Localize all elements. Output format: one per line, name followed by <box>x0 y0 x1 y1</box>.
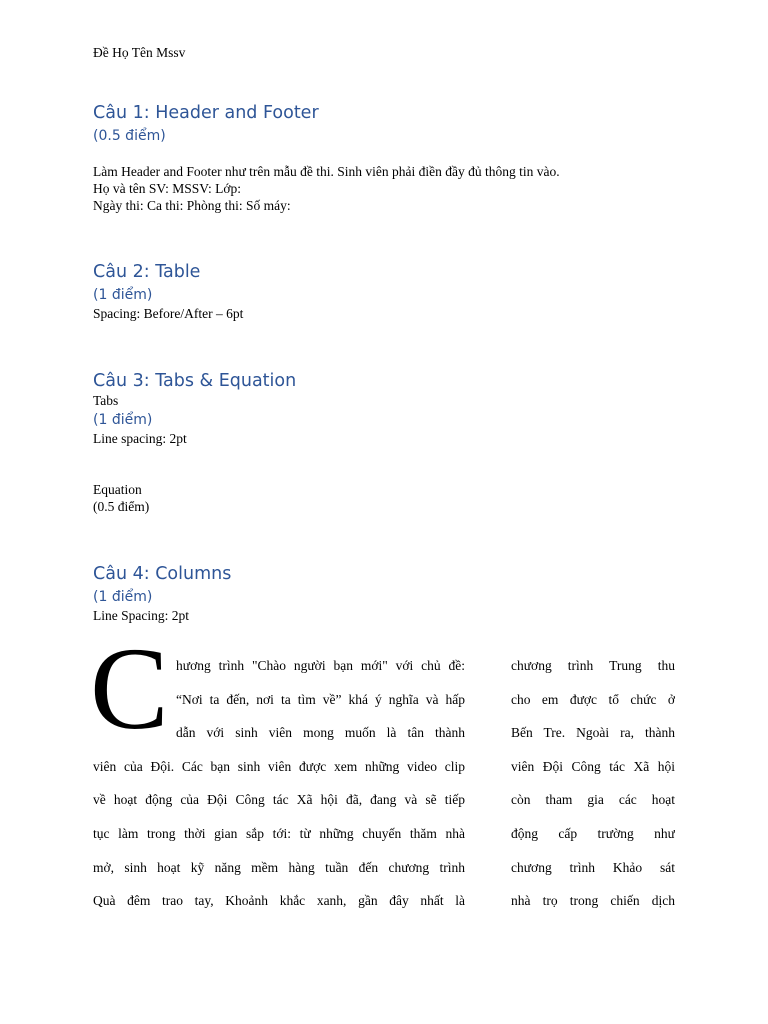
q4-heading: Câu 4: Columns <box>93 564 232 584</box>
column-2-line: viên Đội Công tác Xã hội <box>511 758 675 774</box>
column-2-line: chương trình Trung thu <box>511 658 675 673</box>
column-2-line: chương trình Khảo sát <box>511 859 675 875</box>
q2-points: (1 điểm) <box>93 287 153 303</box>
q3-heading: Câu 3: Tabs & Equation <box>93 371 297 391</box>
q1-heading: Câu 1: Header and Footer <box>93 103 319 123</box>
column-1-line: Quà đêm trao tay, Khoảnh khắc xanh, gần đây nhất là <box>93 893 465 909</box>
column-2-line: động cấp trường như <box>511 825 675 841</box>
column-1-line: dẫn với sinh viên mong muốn là tân thành <box>176 725 465 741</box>
column-1-line: hương trình "Chào người bạn mới" với chủ đề: <box>176 658 465 673</box>
q2-heading: Câu 2: Table <box>93 262 201 282</box>
q1-exam-info: Ngày thi: Ca thi: Phòng thi: Số máy: <box>93 198 291 213</box>
q4-line-spacing: Line Spacing: 2pt <box>93 608 189 623</box>
q1-points: (0.5 điểm) <box>93 128 166 144</box>
column-2 <box>511 657 675 926</box>
column-1-line: mở, sinh hoạt kỹ năng mềm hàng tuần đến chương trình <box>93 859 465 875</box>
q3-points: (1 điểm) <box>93 412 153 428</box>
q3-line-spacing: Line spacing: 2pt <box>93 431 187 446</box>
q2-spacing: Spacing: Before/After – 6pt <box>93 306 244 321</box>
q1-instruction: Làm Header and Footer như trên mẫu đề thi. Sinh viên phải điền đầy đủ thông tin vào. <box>93 164 560 179</box>
column-2-line: Bến Tre. Ngoài ra, thành <box>511 725 675 741</box>
column-1-line: “Nơi ta đến, nơi ta tìm về” khá ý nghĩa và hấp <box>176 691 465 707</box>
q4-points: (1 điểm) <box>93 589 153 605</box>
column-2-line: còn tham gia các hoạt <box>511 792 675 808</box>
q1-student-info: Họ và tên SV: MSSV: Lớp: <box>93 181 242 196</box>
drop-cap: C <box>90 623 169 754</box>
q3-tabs-label: Tabs <box>93 393 119 408</box>
column-1-line: viên của Đội. Các bạn sinh viên được xem những video clip <box>93 758 465 774</box>
q3-equation-label: Equation <box>93 482 142 497</box>
column-1-line: về hoạt động của Đội Công tác Xã hội đã, đang và sẽ tiếp <box>93 792 465 808</box>
page-header: Đề Họ Tên Mssv <box>93 45 186 60</box>
q3-equation-points: (0.5 điểm) <box>93 499 150 514</box>
column-2-line: nhà trọ trong chiến dịch <box>511 893 675 909</box>
column-1 <box>93 657 465 926</box>
column-1-line: tục làm trong thời gian sắp tới: từ những chuyến thăm nhà <box>93 825 465 841</box>
column-2-line: cho em được tổ chức ở <box>511 691 675 707</box>
